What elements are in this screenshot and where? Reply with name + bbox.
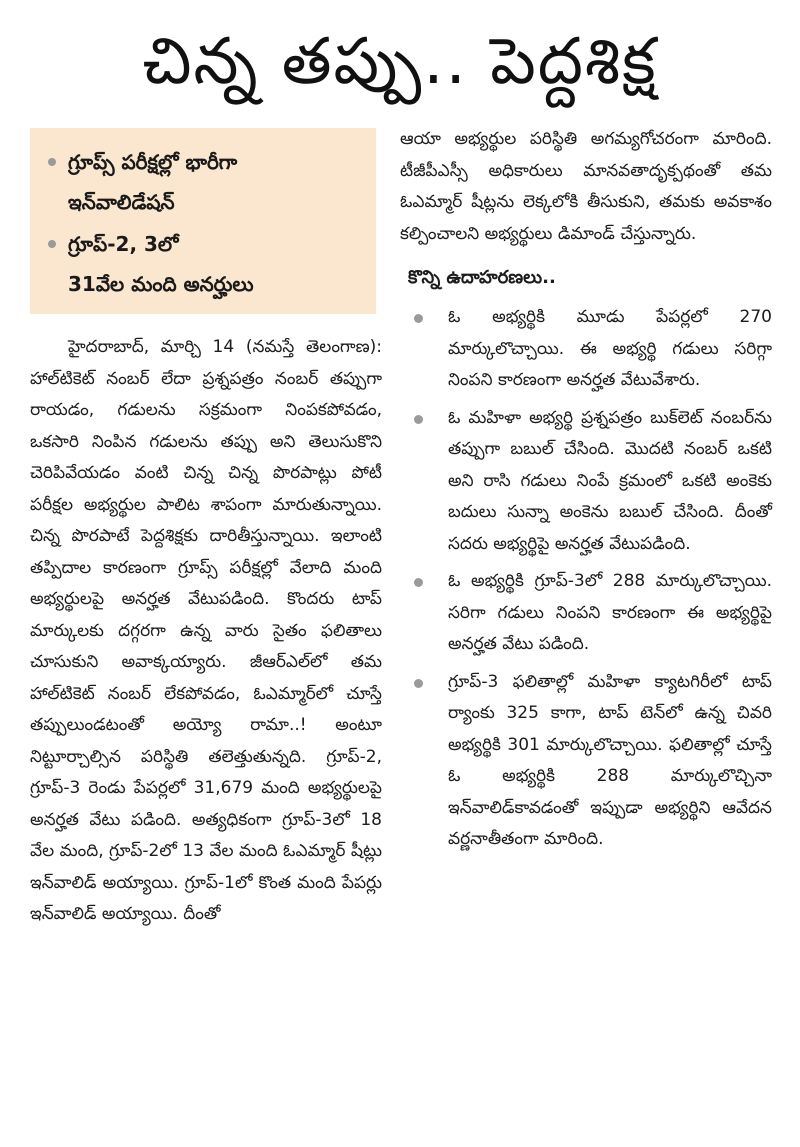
article-paragraph: హైదరాబాద్, మార్చి 14 (నమస్తే తెలంగాణ): హాల్‌టికెట్ నంబర్ లేదా ప్రశ్నపత్రం నంబర్ తప్పుగా రాయడం, గడులను సక్రమంగా నింపకపోవడం, ఒకసారి నింపిన గడులను తప్పు అని తెలుసుకొని చెరిపివేయడం వంటి చిన్న చిన్న పొరపాట్లు పోటీ పరీక్షల అభ్యర్థుల పాలిట శాపంగా మారుతున్నాయి. చిన్న పొరపాటే పెద్దశిక్షకు దారితీస్తున్నాయి. ఇలాంటి తప్పిదాల కారణంగా గ్రూప్స్ పరీక్షల్లో వేలాది మంది అభ్యర్థులపై అనర్హత వేటుపడింది. కొందరు టాప్ మార్కులకు దగ్గరగా ఉన్న వారు సైతం ఫలితాలు చూసుకుని అవాక్కయ్యారు. జీఆర్‌ఎల్‌లో తమ హాల్‌టికెట్ నంబర్ లేకపోవడం, ఓఎమ్మార్‌లో చూస్తే తప్పులుండటంతో అయ్యో రామా..! అంటూ నిట్టూర్చాల్సిన పరిస్థితి తలెత్తుతున్నది. గ్రూప్-2, గ్రూప్-3 రెండు పేపర్లలో 31,679 మంది అభ్యర్థులపై అనర్హత వేటు పడింది. అత్యధికంగా గ్రూప్-3లో 18 వేల మంది, గ్రూప్-2లో 13 వేల మంది ఓఎమ్మార్ షీట్లు ఇన్‌వాలిడ్ అయ్యాయి. గ్రూప్-1లో కొంత మంది పేపర్లు ఇన్‌వాలిడ్ అయ్యాయి. దీంతో bbox=[30, 337, 382, 924]
highlight-box bbox=[30, 128, 376, 314]
example-item bbox=[400, 566, 772, 661]
highlight-item bbox=[46, 224, 364, 304]
example-text: ఓ అభ్యర్థికి గ్రూప్-3లో 288 మార్కులొచ్చాయి. సరిగా గడులు నింపని కారణంగా ఈ అభ్యర్థిపై అనర్హత వేటు పడింది. bbox=[448, 571, 772, 654]
examples-subhead: కొన్ని ఉదాహరణలు.. bbox=[408, 267, 556, 288]
bullet-icon bbox=[414, 679, 423, 688]
headline: చిన్న తప్పు.. పెద్దశిక్ష bbox=[142, 25, 658, 99]
intro-paragraph: ఆయా అభ్యర్థుల పరిస్థితి అగమ్యగోచరంగా మారింది. టీజీపీఎస్సీ అధికారులు మానవతాదృక్పథంతో తమ ఓఎమ్మార్ షీట్లను లెక్కలోకి తీసుకుని, తమకు అవకాశం కల్పించాలని అభ్యర్థులు డిమాండ్ చేస్తున్నారు. bbox=[400, 129, 772, 244]
example-item bbox=[400, 302, 772, 397]
bullet-icon bbox=[414, 415, 423, 424]
right-column bbox=[400, 124, 772, 862]
example-text: ఓ అభ్యర్థికి మూడు పేపర్లలో 270 మార్కులొచ్చాయి. ఈ అభ్యర్థి గడులు సరిగ్గా నింపని కారణంగా అనర్హత వేటువేశారు. bbox=[448, 307, 772, 390]
highlight-line: ఇన్‌వాలిడేషన్ bbox=[68, 190, 175, 214]
bullet-icon bbox=[414, 578, 423, 587]
example-text: గ్రూప్-3 ఫలితాల్లో మహిళా క్యాటగిరీలో టాప్ ర్యాంకు 325 కాగా, టాప్ టెన్‌లో ఉన్న చివరి అభ్యర్థికి 301 మార్కులొచ్చాయి. ఫలితాల్లో చూస్తే ఓ అభ్యర్థికి 288 మార్కులొచ్చినా ఇన్‌వాలిడ్‌కావడంతో ఇప్పుడా అభ్యర్థిని ఆవేదన వర్ణనాతీతంగా మారింది. bbox=[448, 671, 772, 849]
bullet-icon bbox=[48, 240, 56, 248]
highlight-line: గ్రూప్స్ పరీక్షల్లో భారీగా bbox=[68, 150, 238, 174]
highlight-item bbox=[46, 142, 364, 222]
highlight-line: గ్రూప్-2, 3లో bbox=[68, 232, 179, 256]
example-text: ఓ మహిళా అభ్యర్థి ప్రశ్నపత్రం బుక్‌లెట్ నంబర్‌ను తప్పుగా బబుల్ చేసింది. మొదటి నంబర్ ఒకటి అని రాసి గడులు నింపే క్రమంలో ఒకటి అంకెకు బదులు సున్నా అంకెను బబుల్ చేసింది. దీంతో సదరు అభ్యర్థిపై అనర్హత వేటుపడింది. bbox=[448, 407, 772, 554]
example-item bbox=[400, 403, 772, 561]
bullet-icon bbox=[48, 158, 56, 166]
left-column bbox=[30, 332, 382, 931]
example-item bbox=[400, 667, 772, 856]
bullet-icon bbox=[414, 314, 423, 323]
highlight-line: 31వేల మంది అనర్హులు bbox=[68, 272, 254, 296]
